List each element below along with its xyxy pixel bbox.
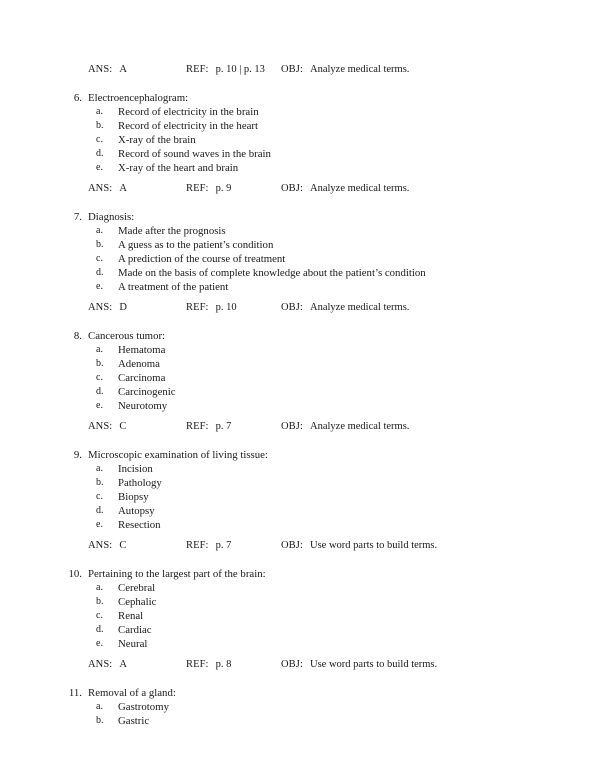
option-letter: d. [96,267,104,278]
option-row[interactable] [0,462,600,476]
option-text: Autopsy [118,505,155,517]
option-row[interactable] [0,700,600,714]
vertical-spacer [0,294,600,301]
option-text: Cardiac [118,624,152,636]
objective-value: Analyze medical terms. [310,64,410,75]
answer-meta-row [0,301,600,315]
option-text: Carcinoma [118,372,166,384]
question-stem: Microscopic examination of living tissue: [88,449,268,461]
option-letter: e. [96,519,103,530]
answer-value: A [119,64,127,75]
vertical-spacer [0,196,600,210]
vertical-spacer [0,434,600,448]
question-header [0,567,600,581]
reference-label: REF: [186,64,209,75]
reference-value: p. 8 [215,659,232,670]
answer-value: A [119,183,127,194]
option-row[interactable] [0,581,600,595]
option-letter: e. [96,281,103,292]
objective-field [281,539,437,553]
option-row[interactable] [0,714,600,728]
answer-meta-row [0,539,600,553]
question-stem: Pertaining to the largest part of the brain: [88,568,266,580]
option-letter: a. [96,582,103,593]
option-row[interactable] [0,385,600,399]
objective-field [281,420,409,434]
question-header [0,329,600,343]
vertical-spacer [0,175,600,182]
answer-meta-row [0,182,600,196]
option-letter: d. [96,624,104,635]
option-row[interactable] [0,518,600,532]
question-number: 7. [73,211,82,223]
option-row[interactable] [0,147,600,161]
option-letter: b. [96,120,104,131]
question-stem: Removal of a gland: [88,687,176,699]
option-row[interactable] [0,476,600,490]
option-row[interactable] [0,371,600,385]
reference-value: p. 10 [215,302,237,313]
question-stem: Electroencephalogram: [88,92,189,104]
option-text: Neural [118,638,148,650]
option-row[interactable] [0,238,600,252]
option-row[interactable] [0,623,600,637]
option-letter: a. [96,344,103,355]
answer-label: ANS: [88,540,113,551]
answer-label: ANS: [88,302,113,313]
vertical-spacer [0,672,600,686]
option-letter: b. [96,596,104,607]
option-text: Resection [118,519,161,531]
option-row[interactable] [0,357,600,371]
objective-label: OBJ: [281,421,303,432]
reference-value: p. 9 [215,183,232,194]
vertical-spacer [0,315,600,329]
answer-field [88,63,127,77]
option-row[interactable] [0,252,600,266]
option-row[interactable] [0,161,600,175]
reference-label: REF: [186,421,209,432]
objective-field [281,658,437,672]
reference-field [186,182,231,196]
reference-field [186,539,231,553]
option-letter: a. [96,225,103,236]
reference-value: p. 10 | p. 13 [215,64,265,75]
answer-meta-row [0,420,600,434]
objective-value: Analyze medical terms. [310,421,410,432]
option-text: Cerebral [118,582,156,594]
answer-label: ANS: [88,64,113,75]
reference-field [186,301,237,315]
objective-field [281,63,409,77]
answer-value: C [119,421,127,432]
answer-value: A [119,659,127,670]
option-text: Gastric [118,715,150,727]
option-letter: b. [96,239,104,250]
reference-value: p. 7 [215,421,232,432]
option-letter: a. [96,463,103,474]
option-row[interactable] [0,504,600,518]
answer-field [88,420,126,434]
option-letter: b. [96,358,104,369]
option-letter: e. [96,638,103,649]
option-text: Adenoma [118,358,160,370]
answer-label: ANS: [88,421,113,432]
option-letter: d. [96,148,104,159]
objective-value: Analyze medical terms. [310,302,410,313]
objective-label: OBJ: [281,540,303,551]
reference-field [186,658,231,672]
question-block [0,686,600,728]
option-letter: d. [96,505,104,516]
objective-label: OBJ: [281,183,303,194]
option-letter: e. [96,162,103,173]
option-row[interactable] [0,609,600,623]
option-text: Renal [118,610,144,622]
option-row[interactable] [0,133,600,147]
option-text: Neurotomy [118,400,168,412]
option-letter: c. [96,253,103,264]
option-text: A guess as to the patient’s condition [118,239,274,251]
option-letter: c. [96,134,103,145]
vertical-spacer [0,553,600,567]
option-letter: c. [96,610,103,621]
option-letter: c. [96,491,103,502]
answer-field [88,658,127,672]
option-row[interactable] [0,224,600,238]
objective-value: Use word parts to build terms. [310,540,438,551]
option-row[interactable] [0,266,600,280]
question-header [0,686,600,700]
option-row[interactable] [0,490,600,504]
answer-value: C [119,540,127,551]
question-block [0,210,600,315]
objective-field [281,301,409,315]
question-block [0,91,600,196]
option-row[interactable] [0,119,600,133]
option-text: Incision [118,463,153,475]
question-block [0,567,600,672]
objective-label: OBJ: [281,64,303,75]
objective-field [281,182,409,196]
reference-label: REF: [186,659,209,670]
question-number: 11. [68,687,82,699]
answer-field [88,539,126,553]
option-text: Made on the basis of complete knowledge about the patient’s condition [118,267,426,279]
option-text: X-ray of the heart and brain [118,162,239,174]
reference-field [186,63,265,77]
option-text: Record of sound waves in the brain [118,148,271,160]
option-text: A treatment of the patient [118,281,229,293]
question-stem: Cancerous tumor: [88,330,166,342]
question-header [0,210,600,224]
option-row[interactable] [0,595,600,609]
option-text: Gastrotomy [118,701,169,713]
option-text: Made after the prognosis [118,225,226,237]
option-letter: a. [96,106,103,117]
vertical-spacer [0,651,600,658]
answer-field [88,182,127,196]
objective-value: Analyze medical terms. [310,183,410,194]
question-number: 10. [68,568,82,580]
option-letter: e. [96,400,103,411]
option-letter: a. [96,701,103,712]
vertical-spacer [0,77,600,91]
question-block [0,329,600,434]
option-text: Pathology [118,477,162,489]
option-text: Cephalic [118,596,157,608]
question-stem: Diagnosis: [88,211,135,223]
objective-value: Use word parts to build terms. [310,659,438,670]
option-text: A prediction of the course of treatment [118,253,286,265]
question-number: 6. [73,92,82,104]
option-text: Carcinogenic [118,386,176,398]
option-text: Record of electricity in the heart [118,120,258,132]
reference-label: REF: [186,183,209,194]
option-letter: d. [96,386,104,397]
question-number: 9. [73,449,82,461]
question-number: 8. [73,330,82,342]
objective-label: OBJ: [281,302,303,313]
option-text: Biopsy [118,491,149,503]
question-block [0,448,600,553]
option-row[interactable] [0,280,600,294]
question-header [0,91,600,105]
answer-field [88,301,127,315]
option-row[interactable] [0,399,600,413]
option-letter: b. [96,477,104,488]
reference-label: REF: [186,302,209,313]
objective-label: OBJ: [281,659,303,670]
option-text: Hematoma [118,344,166,356]
answer-meta-row [0,658,600,672]
option-letter: b. [96,715,104,726]
answer-value: D [119,302,127,313]
option-row[interactable] [0,637,600,651]
option-row[interactable] [0,343,600,357]
reference-label: REF: [186,540,209,551]
reference-field [186,420,231,434]
question-header [0,448,600,462]
answer-label: ANS: [88,183,113,194]
vertical-spacer [0,532,600,539]
option-text: X-ray of the brain [118,134,196,146]
reference-value: p. 7 [215,540,232,551]
option-letter: c. [96,372,103,383]
option-row[interactable] [0,105,600,119]
answer-label: ANS: [88,659,113,670]
vertical-spacer [0,413,600,420]
answer-meta-row [0,63,600,77]
option-text: Record of electricity in the brain [118,106,259,118]
